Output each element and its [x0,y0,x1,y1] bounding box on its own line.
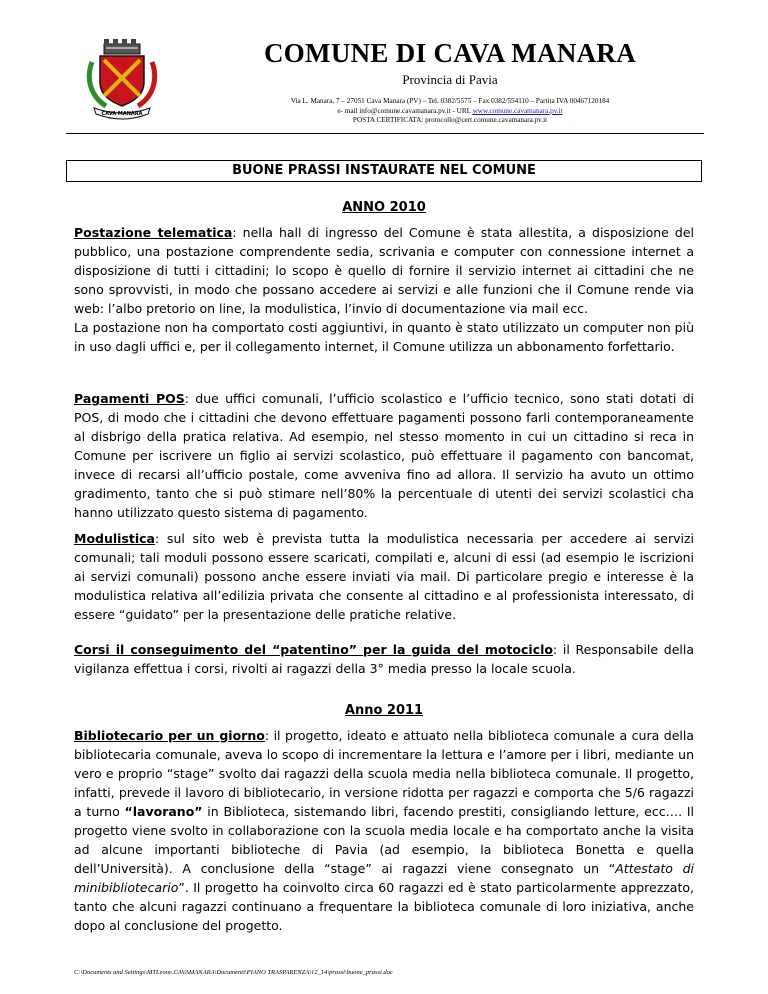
website-link[interactable]: www.comune.cavamanara.pv.it [472,106,563,115]
paragraph-postazione [74,223,694,356]
province-subtitle: Provincia di Pavia [402,72,498,87]
postazione-text: : nella hall di ingresso del Comune è stata allestita, a disposizione del pubblico, una postazione comprendente sedia, scrivania e computer con connessione internet a disposizione di tutti i cittadini; lo scopo è quello di fornire il servizio internet ai cittadini che ne sono sprovvisti, in modo che possano accedere ai servizi e alle funzioni che il Comune rende via web: l’albo pretorio on line, la modulistica, l’invio di documentazione via mail ecc. [74,225,695,316]
modulistica-text: : sul sito web è prevista tutta la modulistica necessaria per accedere ai servizi comunali; tali moduli possono essere scaricati, compilati e, alcuni di essi (ad esempio le iscrizioni ai servizi comunali) possono anche essere inviati via mail. Di particolare pregio e interesse è la modulistica relativa all’edilizia privata che consente al cittadino e al professionista interessato, di essere “guidato” per la presentazione delle pratiche relative. [74,531,694,622]
pos-text: : due uffici comunali, l’ufficio scolastico e l’ufficio tecnico, sono stati dotati di POS, di modo che i cittadini che devono effettuare pagamenti possono farli contemporaneamente al disbrigo della pratica relativa. Ad esempio, nel stesso momento in cui un cittadino si reca in Comune per iscrivere un figlio ai servizi scolastico, può effettuare il pagamento con bancomat, invece di recarsi all’ufficio postale, come avveniva fino ad allora. Il servizio ha avuto un ottimo gradimento, tanto che si può stimare nell’80% la percentuale di utenti dei servizi scolastici cha hanno utilizzato questo sistema di pagamento. [74,391,694,520]
document-heading: BUONE PRASSI INSTAURATE NEL COMUNE [66,160,702,182]
address-line: Via L. Manara, 7 – 27051 Cava Manara (PV) – Tel. 0382/5575 – Fax 0382/554110 – Partita IVA 00467120184 [290,97,610,105]
header-divider [66,133,704,134]
municipality-title: COMUNE DI CAVA MANARA [263,38,637,68]
paragraph-corsi [74,640,694,678]
biblioteca-text-a: : il progetto, ideato e attuato nella biblioteca comunale a cura della bibliotecaria comunale, aveva lo scopo di incrementare la lettura e l’amore per i libri, mediante un vero e proprio “stage” svolto dai ragazzi della scuola media nella biblioteca comunale. Il progetto, infatti, prevede il lavoro di bibliotecario, in versione ridotta per ragazzi e comporta che 5/6 ragazzi a turno [74,728,694,819]
postazione-text2: La postazione non ha comportato costi aggiuntivi, in quanto è stato utilizzato un computer non più in uso dagli uffici e, per il collegamento internet, il Comune utilizza un abbonamento forfettario. [74,320,694,354]
biblioteca-bold-word: “lavorano” [124,804,203,819]
biblioteca-italic-phrase: Attestato di minibibliotecario [74,861,695,895]
postazione-title: Postazione telematica [74,225,233,240]
municipal-crest-icon [84,38,160,120]
footer-file-path: C:\Documents and Settings\MTLeone.CAVAMANARA\Documenti\PIANO TRASPARENZA\12_14\prassi\buone_prassi.doc [74,969,393,976]
biblioteca-text-b: in Biblioteca, sistemando libri, facendo prestiti, consigliando letture, ecc…. Il progetto viene svolto in collaborazione con la scuola media locale e ha comportato anche la visita ad alcune importanti biblioteche di Pavia (ad esempio, la biblioteca Bonetta e quella dell’Università). A conclusione della “stage” ai ragazzi viene consegnato un “ [74,804,695,876]
paragraph-biblioteca [74,726,694,935]
year-2011-heading: Anno 2011 [344,703,424,718]
corsi-text: : il Responsabile della vigilanza effettua i corsi, rivolti ai ragazzi della 3° media presso la locale scuola. [74,642,694,676]
contact-block [180,97,720,126]
year-2010-heading: ANNO 2010 [342,200,426,215]
pec-line: POSTA CERTIFICATA: protocollo@cert.comune.cavamanara.pv.it [352,116,548,124]
pos-title: Pagamenti POS [74,391,185,406]
paragraph-modulistica [74,529,694,624]
crest-ribbon-text: CAVA MANARA [101,111,143,117]
corsi-title: Corsi il conseguimento del “patentino” per la guida del motociclo [74,642,553,657]
paragraph-pos [74,389,694,522]
modulistica-title: Modulistica [74,531,155,546]
email-text: e- mail info@comune.cavamanara.pv.it - URL [337,106,473,115]
biblioteca-title: Bibliotecario per un giorno [74,728,265,743]
biblioteca-text-c: ”. Il progetto ha coinvolto circa 60 ragazzi ed è stato particolarmente apprezzato, tanto che alcuni ragazzi continuano a frequentare la biblioteca comunale di loro iniziativa, anche dopo al conclusione del progetto. [74,880,694,933]
email-line [180,107,720,117]
